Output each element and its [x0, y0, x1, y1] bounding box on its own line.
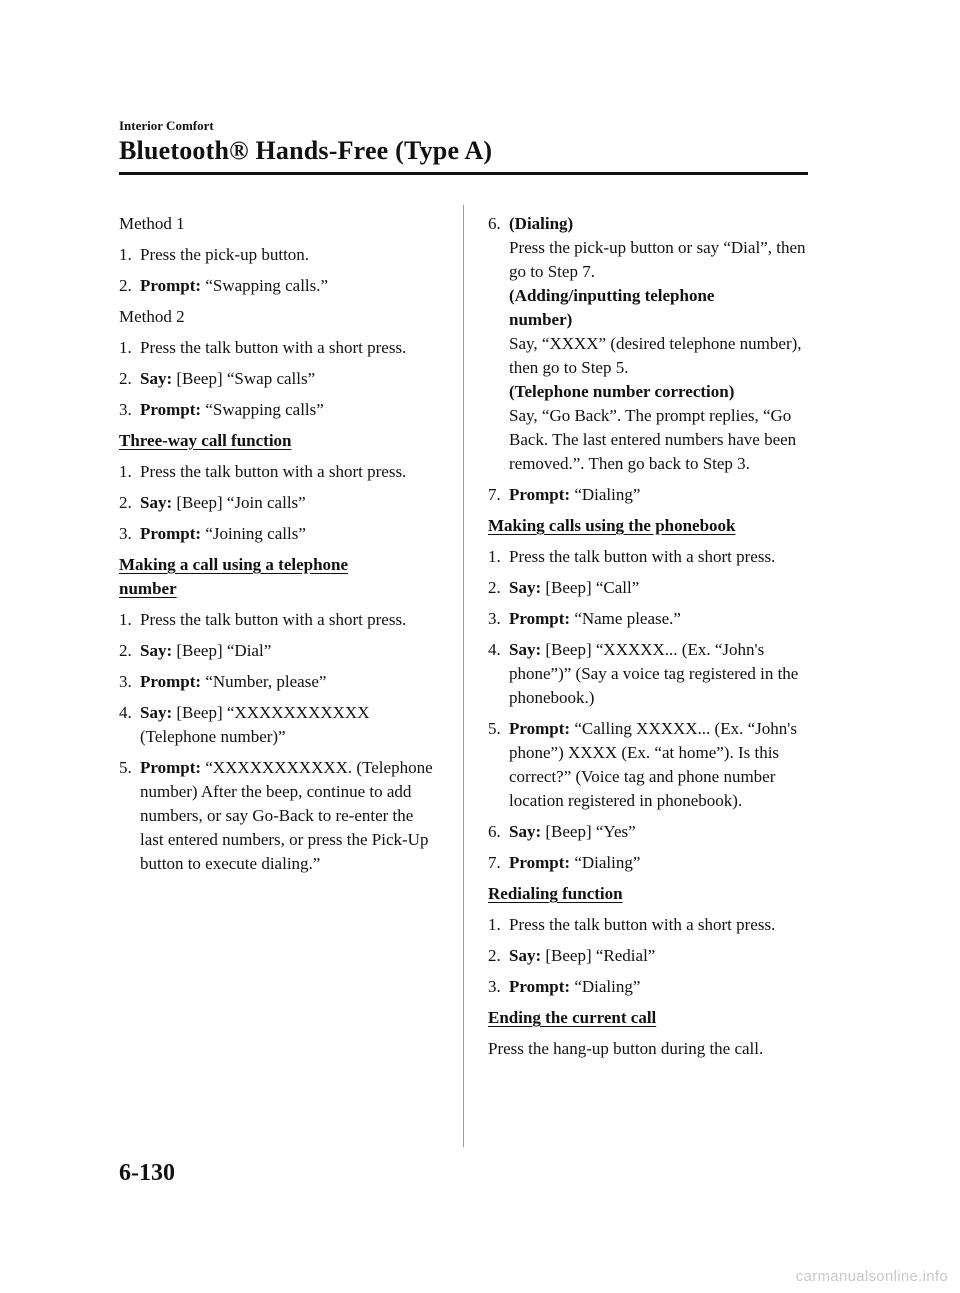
phonebook-heading: Making calls using the phonebook: [488, 516, 736, 535]
list-item: 4. Say: [Beep] “XXXXX... (Ex. “John's phone”)” (Say a voice tag registered in the phonebook.): [488, 640, 799, 707]
section-label: Interior Comfort: [119, 118, 214, 133]
redialing-heading: Redialing function: [488, 884, 623, 903]
watermark: carmanualsonline.info: [795, 1268, 948, 1285]
list-item: 1. Press the talk button with a short press.: [488, 915, 776, 934]
list-item: 6. (Dialing) Press the pick-up button or say “Dial”, then go to Step 7. (Adding/inputting telephone number) Say, “XXXX” (desired telephone number), then go to Step 5. (Telephone number correction) Say, “Go Back”. The prompt replies, “Go Back. The last entered numbers have been removed.”. Then go back to Step 3.: [488, 214, 806, 473]
page-title: Bluetooth® Hands-Free (Type A): [119, 136, 493, 165]
list-item: 1. Press the talk button with a short press.: [119, 338, 407, 357]
method-1-title: Method 1: [119, 214, 185, 233]
list-item: 4. Say: [Beep] “XXXXXXXXXXX (Telephone number)”: [119, 703, 370, 746]
list-item: 6. Say: [Beep] “Yes”: [488, 822, 636, 841]
list-item: 7. Prompt: “Dialing”: [488, 485, 641, 504]
list-item: 2. Say: [Beep] “Redial”: [488, 946, 656, 965]
column-divider: [463, 205, 464, 1147]
ending-call-text: Press the hang-up button during the call.: [488, 1039, 764, 1058]
right-column: [488, 212, 810, 1068]
list-item: 1. Press the talk button with a short press.: [119, 462, 407, 481]
list-item: 7. Prompt: “Dialing”: [488, 853, 641, 872]
list-item: 5. Prompt: “XXXXXXXXXXX. (Telephone number) After the beep, continue to add numbers, or say Go-Back to re-enter the last entered numbers, or press the Pick-Up button to execute dialing.”: [119, 758, 433, 873]
list-item: 2. Say: [Beep] “Dial”: [119, 641, 272, 660]
list-item: 2. Say: [Beep] “Join calls”: [119, 493, 306, 512]
list-item: 1. Press the pick-up button.: [119, 245, 310, 264]
list-item: 3. Prompt: “Dialing”: [488, 977, 641, 996]
method-2-title: Method 2: [119, 307, 185, 326]
list-item: 2. Say: [Beep] “Swap calls”: [119, 369, 316, 388]
ending-call-heading: Ending the current call: [488, 1008, 657, 1027]
list-item: 3. Prompt: “Name please.”: [488, 609, 681, 628]
left-column: [119, 212, 439, 883]
list-item: 3. Prompt: “Number, please”: [119, 672, 327, 691]
title-divider: [119, 172, 808, 175]
list-item: 3. Prompt: “Swapping calls”: [119, 400, 324, 419]
list-item: 5. Prompt: “Calling XXXXX... (Ex. “John's phone”) XXXX (Ex. “at home”). Is this correct?” (Voice tag and phone number location registered in phonebook).: [488, 719, 797, 810]
telephone-call-heading: Making a call using a telephone number: [119, 555, 349, 598]
list-item: 3. Prompt: “Joining calls”: [119, 524, 306, 543]
list-item: 2. Prompt: “Swapping calls.”: [119, 276, 329, 295]
three-way-call-heading: Three-way call function: [119, 431, 292, 450]
list-item: 1. Press the talk button with a short press.: [488, 547, 776, 566]
list-item: 2. Say: [Beep] “Call”: [488, 578, 640, 597]
list-item: 1. Press the talk button with a short press.: [119, 610, 407, 629]
page-number: 6-130: [119, 1160, 175, 1186]
